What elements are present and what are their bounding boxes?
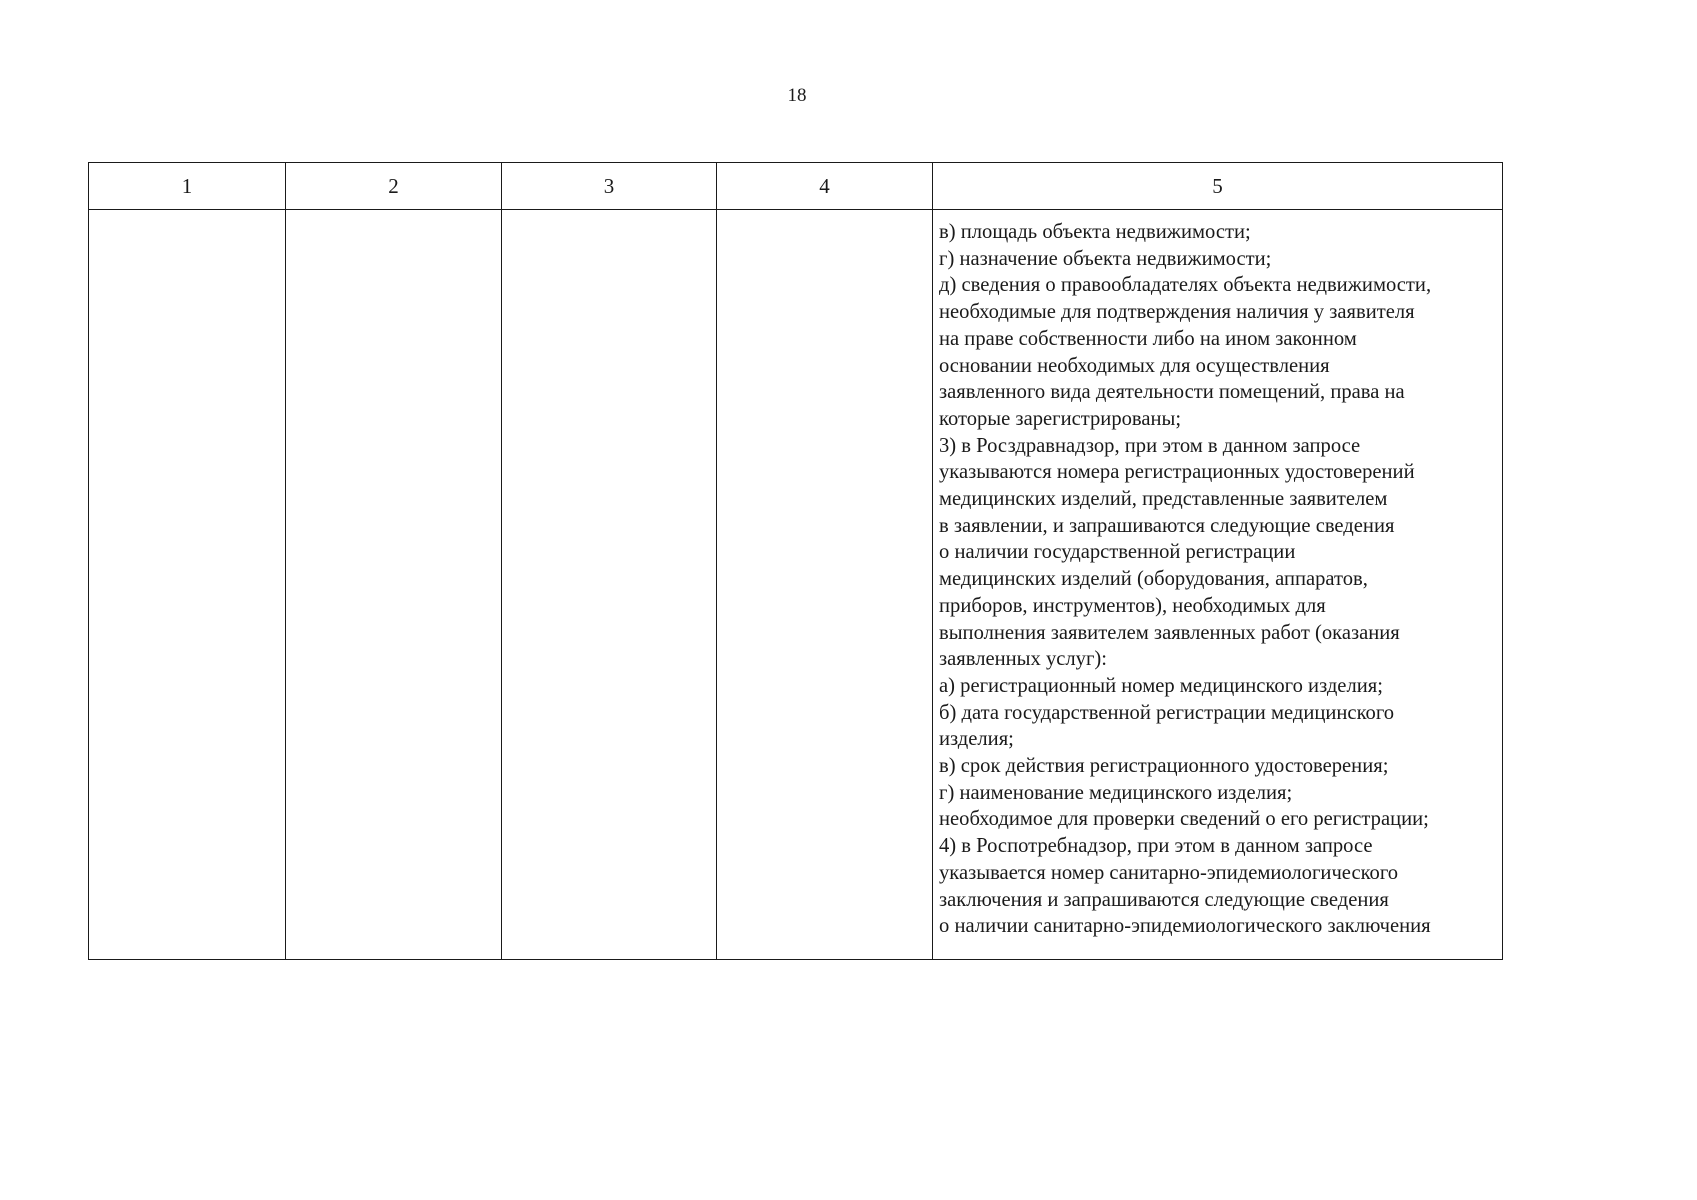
text-line: необходимое для проверки сведений о его регистрации; [939, 808, 1429, 831]
column-header-5: 5 [933, 163, 1503, 210]
text-line: медицинских изделий, представленные заявителем [939, 488, 1388, 511]
text-line: указываются номера регистрационных удостоверений [939, 461, 1415, 484]
text-line: которые зарегистрированы; [939, 407, 1182, 430]
text-line: 3) в Росздравнадзор, при этом в данном запросе [939, 434, 1361, 457]
text-line: г) наименование медицинского изделия; [939, 781, 1293, 804]
text-line: 4) в Роспотребнадзор, при этом в данном запросе [939, 835, 1373, 858]
text-line: указывается номер санитарно-эпидемиологического [939, 861, 1399, 884]
text-line: в) срок действия регистрационного удостоверения; [939, 755, 1389, 778]
column-header-1: 1 [89, 163, 286, 210]
text-line: приборов, инструментов), необходимых для [939, 594, 1326, 617]
text-line: заявленного вида деятельности помещений, права на [939, 381, 1405, 404]
text-line: в) площадь объекта недвижимости; [939, 221, 1251, 243]
text-line: заявленных услуг): [939, 648, 1107, 671]
text-line: г) назначение объекта недвижимости; [939, 247, 1272, 270]
table-row [89, 210, 1503, 960]
column-header-2: 2 [286, 163, 502, 210]
text-line: д) сведения о правообладателях объекта недвижимости, [939, 274, 1432, 297]
text-line: на праве собственности либо на ином законном [939, 327, 1357, 350]
text-line: а) регистрационный номер медицинского изделия; [939, 674, 1383, 697]
text-line: основании необходимых для осуществления [939, 354, 1330, 377]
table-cell-col-1 [89, 210, 286, 960]
text-line: медицинских изделий (оборудования, аппаратов, [939, 568, 1368, 591]
column-header-3: 3 [502, 163, 717, 210]
page-number: 18 [787, 85, 807, 106]
table-cell-col-4 [717, 210, 933, 960]
text-line: изделия; [939, 728, 1014, 751]
table-header-row [89, 163, 1503, 210]
text-line: в заявлении, и запрашиваются следующие сведения [939, 514, 1395, 537]
column-header-4: 4 [717, 163, 933, 210]
text-line: выполнения заявителем заявленных работ (оказания [939, 621, 1400, 644]
table-cell-col-2 [286, 210, 502, 960]
text-line: заключения и запрашиваются следующие сведения [939, 888, 1389, 911]
text-line: б) дата государственной регистрации медицинского [939, 701, 1395, 724]
table-cell-col-5 [933, 210, 1503, 960]
table-cell-col-3 [502, 210, 717, 960]
document-table [88, 162, 1503, 960]
text-line: необходимые для подтверждения наличия у заявителя [939, 301, 1415, 324]
text-line: о наличии санитарно-эпидемиологического заключения [939, 915, 1431, 938]
text-line: о наличии государственной регистрации [939, 541, 1296, 564]
